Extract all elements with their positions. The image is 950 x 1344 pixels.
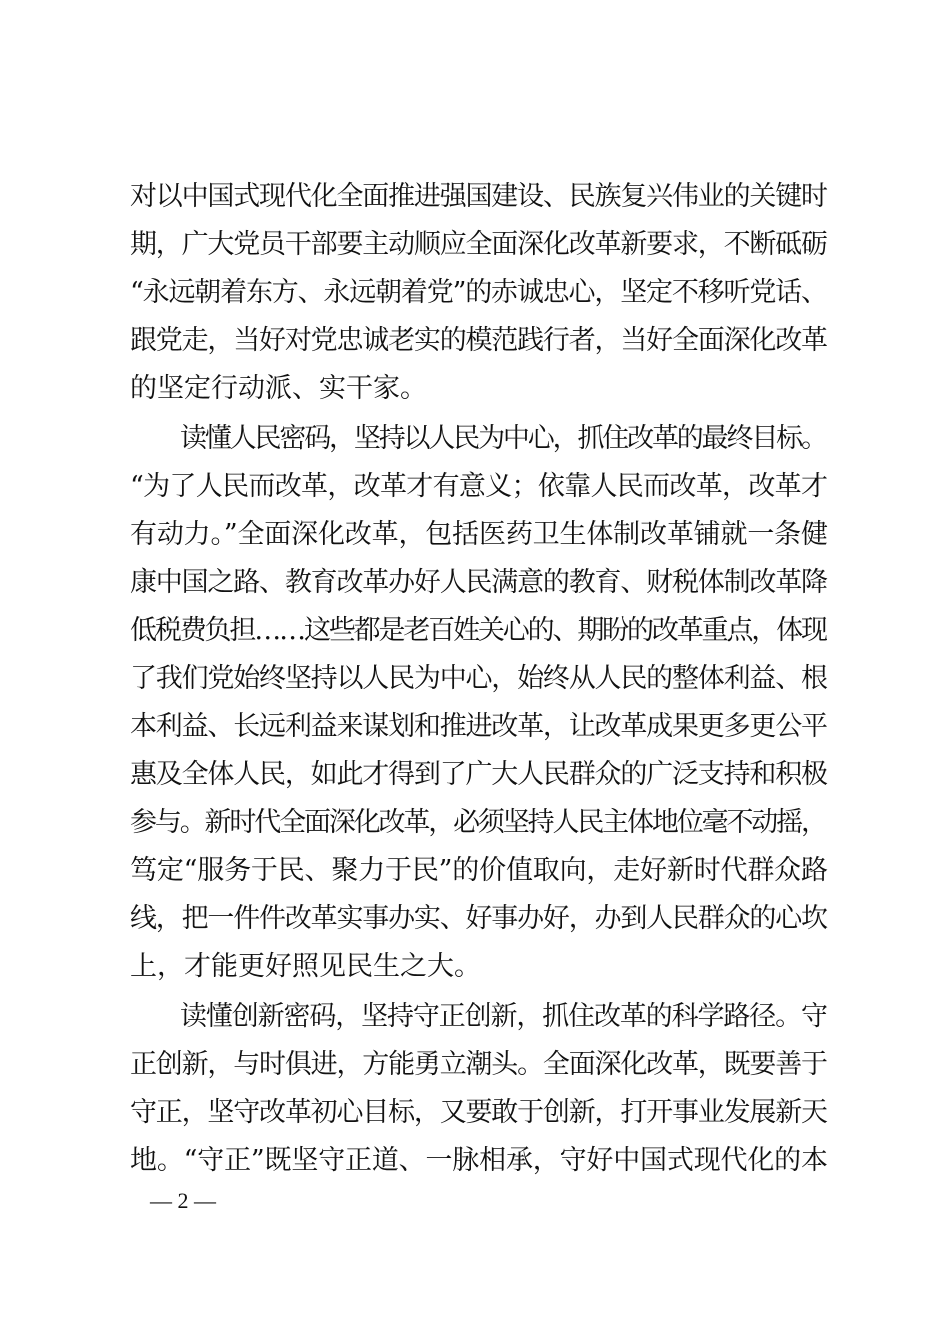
text-line-content: “为了人民而改革，改革才有意义；依靠人民而改革，改革才 (130, 471, 828, 502)
text-line (0, 847, 950, 895)
text-line-content: 跟党走，当好对党忠诚老实的模范践行者，当好全面深化改革 (130, 325, 827, 356)
text-line-content: 读懂人民密码，坚持以人民为中心，抓住改革的最终目标。 (180, 423, 826, 454)
text-line (0, 415, 950, 463)
text-line-content: “永远朝着东方、永远朝着党”的赤诚忠心，坚定不移听党话、 (130, 277, 827, 308)
text-line (0, 269, 950, 317)
text-line (0, 993, 950, 1041)
text-line-content: 康中国之路、教育改革办好人民满意的教育、财税体制改革降 (130, 567, 827, 598)
text-line (0, 799, 950, 847)
text-line (0, 943, 950, 991)
text-line-content: 地。“守正”既坚守正道、一脉相承，守好中国式现代化的本 (130, 1145, 828, 1176)
text-line (0, 895, 950, 943)
text-line-content: 期，广大党员干部要主动顺应全面深化改革新要求，不断砥砺 (130, 229, 827, 260)
text-line-content: 守正，坚守改革初心目标，又要敢于创新，打开事业发展新天 (130, 1097, 827, 1128)
text-line-content: 对以中国式现代化全面推进强国建设、民族复兴伟业的关键时 (130, 181, 827, 212)
text-line-content: 笃定“服务于民、聚力于民”的价值取向，走好新时代群众路 (130, 855, 828, 886)
text-line (0, 317, 950, 365)
text-line (0, 1089, 950, 1137)
text-line-content: 的坚定行动派、实干家。 (130, 373, 427, 404)
text-line (0, 511, 950, 559)
text-line-content: 上，才能更好照见民生之大。 (130, 951, 481, 982)
text-line (0, 463, 950, 511)
text-line-content: 惠及全体人民，如此才得到了广大人民群众的广泛支持和积极 (130, 759, 827, 790)
text-line-content: 有动力。”全面深化改革，包括医药卫生体制改革铺就一条健 (130, 519, 828, 550)
text-line (0, 1137, 950, 1185)
text-line (0, 1041, 950, 1089)
text-line-content: 本利益、长远利益来谋划和推进改革，让改革成果更多更公平 (130, 711, 827, 742)
text-line (0, 559, 950, 607)
text-line (0, 703, 950, 751)
text-line-content: 了我们党始终坚持以人民为中心，始终从人民的整体利益、根 (130, 663, 827, 694)
text-line-content: 读懂创新密码，坚持守正创新，抓住改革的科学路径。守 (180, 1001, 827, 1032)
text-line (0, 607, 950, 655)
text-line (0, 365, 950, 413)
text-line-content: 低税费负担……这些都是老百姓关心的、期盼的改革重点，体现 (130, 615, 826, 646)
text-line (0, 655, 950, 703)
text-line (0, 173, 950, 221)
text-line (0, 751, 950, 799)
text-line-content: 正创新，与时俱进，方能勇立潮头。全面深化改革，既要善于 (130, 1049, 827, 1080)
text-line-content: 参与。新时代全面深化改革，必须坚持人民主体地位毫不动摇， (130, 807, 826, 838)
text-line-content: 线，把一件件改革实事办实、好事办好，办到人民群众的心坎 (130, 903, 827, 934)
text-line (0, 221, 950, 269)
page-number: — 2 — (150, 1188, 216, 1213)
